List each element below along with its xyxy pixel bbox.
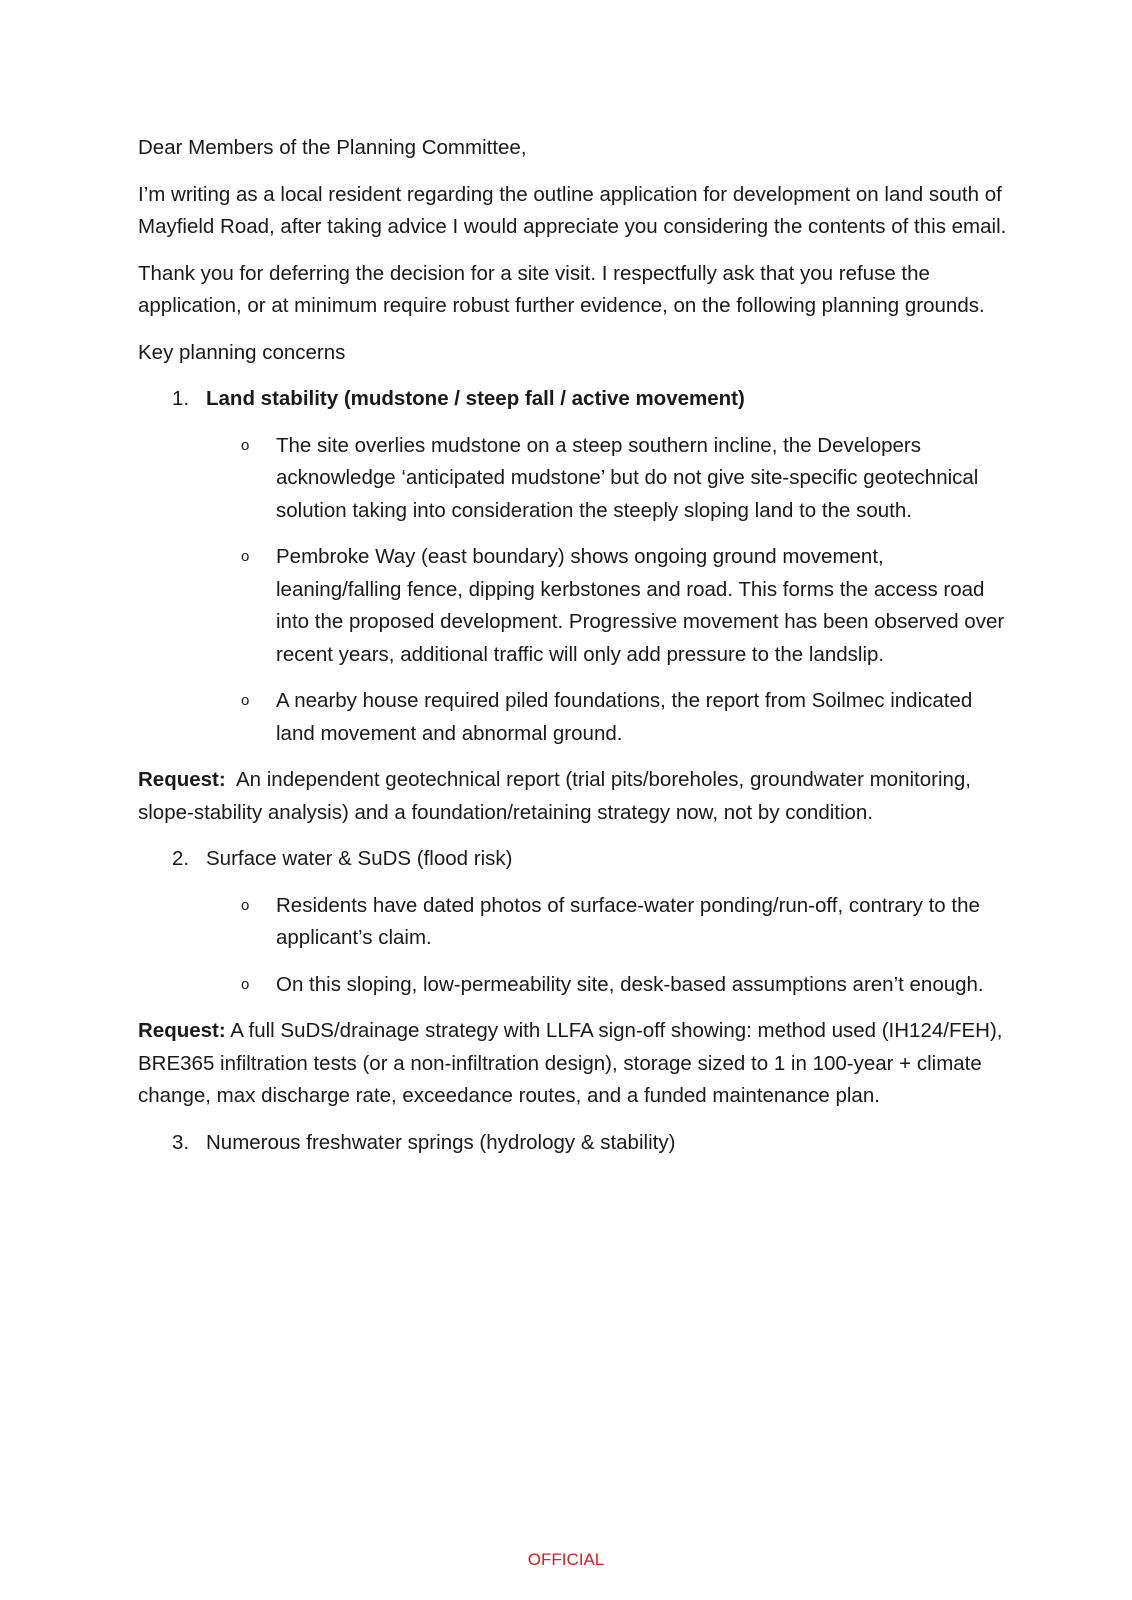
- concern-number: 2.: [172, 847, 190, 870]
- concern-number: 3.: [172, 1130, 190, 1154]
- request-text: An independent geotechnical report (trial pits/boreholes, groundwater monitoring, slope-stability analysis) and a foundation/retaining strategy now, not by condition.: [138, 768, 977, 824]
- concern-title: Numerous freshwater springs (hydrology & stability): [206, 1130, 676, 1154]
- request-label: Request:: [138, 768, 226, 791]
- concern-title: Land stability (mudstone / steep fall / active movement): [206, 387, 745, 410]
- concern-2-bullets: [138, 890, 1008, 1002]
- thanks-paragraph: Thank you for deferring the decision for a site visit. I respectfully ask that you refuse the application, or at minimum require robust further evidence, on the following planning grounds.: [138, 261, 985, 317]
- concern-2-heading: [138, 843, 1008, 876]
- circle-bullet-icon: o: [241, 975, 250, 993]
- bullet-text: Residents have dated photos of surface-water ponding/run-off, contrary to the applicant’s claim.: [276, 893, 980, 949]
- list-item: [138, 430, 1008, 528]
- classification-footer: OFFICIAL: [527, 1550, 605, 1569]
- letter-body: [138, 132, 1008, 1173]
- key-concerns-heading: Key planning concerns: [138, 340, 346, 364]
- circle-bullet-icon: o: [241, 548, 250, 565]
- salutation: Dear Members of the Planning Committee,: [138, 136, 527, 159]
- intro-paragraph: I’m writing as a local resident regarding the outline application for development on land south of Mayfield Road, after taking advice I would appreciate you considering the contents of this email.: [138, 182, 1007, 238]
- list-item: [138, 890, 1008, 955]
- concern-number: 1.: [172, 387, 190, 410]
- concern-1-heading: [138, 383, 1008, 416]
- bullet-text: On this sloping, low-permeability site, desk-based assumptions aren’t enough.: [276, 972, 984, 996]
- request-text: A full SuDS/drainage strategy with LLFA sign-off showing: method used (IH124/FEH), BRE365 infiltration tests (or a non-infiltration design), storage sized to 1 in 100-year + climate change, max discharge rate, exceedance routes, and a funded maintenance plan.: [138, 1019, 1009, 1107]
- circle-bullet-icon: o: [241, 896, 250, 914]
- concern-3-heading: [138, 1127, 1008, 1160]
- list-item: [138, 685, 1008, 750]
- list-item: [138, 969, 1008, 1002]
- concern-1-bullets: [138, 430, 1008, 751]
- concern-2-request: [138, 1015, 1008, 1113]
- concern-title: Surface water & SuDS (flood risk): [206, 847, 513, 870]
- bullet-text: The site overlies mudstone on a steep southern incline, the Developers acknowledge ‘anticipated mudstone’ but do not give site-specific geotechnical solution taking into consideration the steeply sloping land to the south.: [276, 433, 979, 522]
- bullet-text: A nearby house required piled foundations, the report from Soilmec indicated land movement and abnormal ground.: [276, 689, 973, 745]
- list-item: [138, 541, 1008, 671]
- bullet-text: Pembroke Way (east boundary) shows ongoing ground movement, leaning/falling fence, dipping kerbstones and road. This forms the access road into the proposed development. Progressive movement has been observed over recent years, additional traffic will only add pressure to the landslip.: [276, 545, 1005, 666]
- circle-bullet-icon: o: [241, 692, 250, 709]
- circle-bullet-icon: o: [241, 436, 250, 454]
- concern-1-request: [138, 764, 1008, 829]
- request-label: Request:: [138, 1019, 226, 1042]
